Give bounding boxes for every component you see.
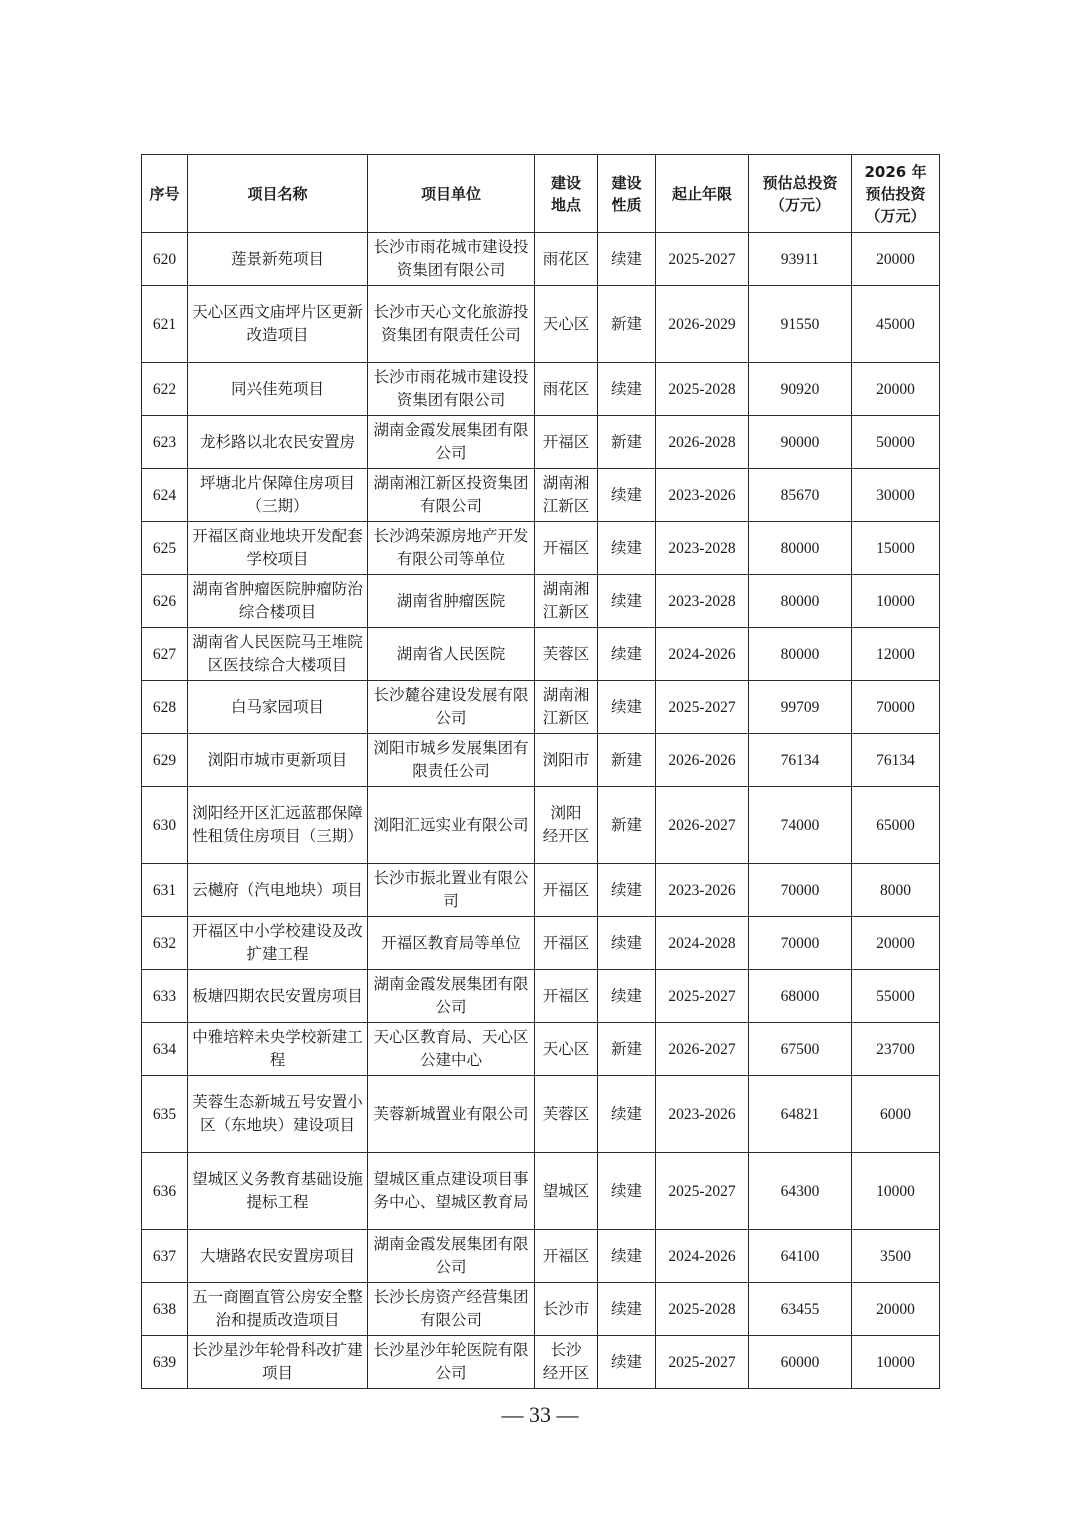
cell-total-investment: 80000 [749, 628, 852, 681]
cell-period: 2026-2029 [656, 286, 749, 363]
cell-seq: 628 [142, 681, 188, 734]
cell-period: 2026-2026 [656, 734, 749, 787]
cell-2026-investment: 65000 [852, 787, 940, 864]
cell-period: 2023-2026 [656, 469, 749, 522]
header-period: 起止年限 [656, 155, 749, 233]
cell-seq: 631 [142, 864, 188, 917]
cell-period: 2023-2028 [656, 575, 749, 628]
cell-location: 长沙市 [535, 1283, 598, 1336]
cell-project-unit: 长沙市雨花城市建设投资集团有限公司 [368, 233, 535, 286]
cell-nature: 续建 [598, 363, 656, 416]
cell-period: 2023-2026 [656, 864, 749, 917]
cell-nature: 续建 [598, 970, 656, 1023]
cell-project-unit: 湖南省肿瘤医院 [368, 575, 535, 628]
cell-seq: 629 [142, 734, 188, 787]
cell-nature: 续建 [598, 1336, 656, 1389]
cell-nature: 新建 [598, 1023, 656, 1076]
cell-project-unit: 湖南金霞发展集团有限公司 [368, 970, 535, 1023]
cell-seq: 620 [142, 233, 188, 286]
cell-project-name: 望城区义务教育基础设施提标工程 [188, 1153, 368, 1230]
table-row [142, 575, 940, 628]
cell-location: 开福区 [535, 416, 598, 469]
cell-nature: 新建 [598, 286, 656, 363]
header-2026: 2026 年 预估投资 （万元） [852, 155, 940, 233]
cell-nature: 续建 [598, 575, 656, 628]
table-row [142, 1336, 940, 1389]
cell-location: 湖南湘江新区 [535, 469, 598, 522]
cell-2026-investment: 55000 [852, 970, 940, 1023]
table-row [142, 233, 940, 286]
cell-project-unit: 浏阳市城乡发展集团有限责任公司 [368, 734, 535, 787]
table-row [142, 363, 940, 416]
cell-total-investment: 67500 [749, 1023, 852, 1076]
cell-project-name: 五一商圈直管公房安全整治和提质改造项目 [188, 1283, 368, 1336]
cell-total-investment: 91550 [749, 286, 852, 363]
cell-nature: 续建 [598, 1076, 656, 1153]
cell-location: 开福区 [535, 1230, 598, 1283]
cell-seq: 621 [142, 286, 188, 363]
cell-project-name: 开福区中小学校建设及改扩建工程 [188, 917, 368, 970]
cell-location: 芙蓉区 [535, 1076, 598, 1153]
cell-nature: 新建 [598, 734, 656, 787]
cell-location: 浏阳 经开区 [535, 787, 598, 864]
cell-nature: 续建 [598, 864, 656, 917]
cell-project-name: 天心区西文庙坪片区更新改造项目 [188, 286, 368, 363]
cell-project-unit: 天心区教育局、天心区公建中心 [368, 1023, 535, 1076]
cell-project-unit: 长沙市振北置业有限公司 [368, 864, 535, 917]
cell-seq: 633 [142, 970, 188, 1023]
cell-location: 开福区 [535, 917, 598, 970]
cell-project-unit: 浏阳汇远实业有限公司 [368, 787, 535, 864]
cell-total-investment: 68000 [749, 970, 852, 1023]
cell-project-unit: 湖南湘江新区投资集团有限公司 [368, 469, 535, 522]
cell-period: 2025-2028 [656, 363, 749, 416]
cell-nature: 新建 [598, 787, 656, 864]
cell-2026-investment: 6000 [852, 1076, 940, 1153]
cell-period: 2024-2026 [656, 628, 749, 681]
table-row [142, 628, 940, 681]
table-row [142, 864, 940, 917]
cell-seq: 626 [142, 575, 188, 628]
cell-2026-investment: 20000 [852, 1283, 940, 1336]
cell-project-name: 长沙星沙年轮骨科改扩建项目 [188, 1336, 368, 1389]
cell-location: 天心区 [535, 286, 598, 363]
cell-project-unit: 长沙麓谷建设发展有限公司 [368, 681, 535, 734]
cell-location: 雨花区 [535, 233, 598, 286]
cell-project-unit: 长沙市天心文化旅游投资集团有限责任公司 [368, 286, 535, 363]
cell-nature: 续建 [598, 233, 656, 286]
cell-nature: 续建 [598, 522, 656, 575]
cell-total-investment: 80000 [749, 522, 852, 575]
cell-2026-investment: 70000 [852, 681, 940, 734]
cell-total-investment: 90920 [749, 363, 852, 416]
table-row [142, 787, 940, 864]
cell-total-investment: 85670 [749, 469, 852, 522]
cell-project-name: 芙蓉生态新城五号安置小区（东地块）建设项目 [188, 1076, 368, 1153]
header-unit: 项目单位 [368, 155, 535, 233]
cell-project-unit: 长沙鸿荣源房地产开发有限公司等单位 [368, 522, 535, 575]
cell-location: 开福区 [535, 522, 598, 575]
table-row [142, 1230, 940, 1283]
cell-project-name: 板塘四期农民安置房项目 [188, 970, 368, 1023]
cell-project-unit: 湖南金霞发展集团有限公司 [368, 416, 535, 469]
cell-nature: 续建 [598, 917, 656, 970]
cell-2026-investment: 10000 [852, 1336, 940, 1389]
cell-location: 天心区 [535, 1023, 598, 1076]
cell-2026-investment: 15000 [852, 522, 940, 575]
cell-seq: 622 [142, 363, 188, 416]
cell-project-name: 龙杉路以北农民安置房 [188, 416, 368, 469]
cell-total-investment: 60000 [749, 1336, 852, 1389]
cell-2026-investment: 8000 [852, 864, 940, 917]
cell-nature: 新建 [598, 416, 656, 469]
cell-location: 雨花区 [535, 363, 598, 416]
cell-nature: 续建 [598, 681, 656, 734]
cell-2026-investment: 45000 [852, 286, 940, 363]
cell-project-name: 莲景新苑项目 [188, 233, 368, 286]
cell-project-name: 大塘路农民安置房项目 [188, 1230, 368, 1283]
cell-project-name: 中雅培粹未央学校新建工程 [188, 1023, 368, 1076]
cell-period: 2024-2028 [656, 917, 749, 970]
table-row [142, 1076, 940, 1153]
cell-total-investment: 64300 [749, 1153, 852, 1230]
cell-total-investment: 64821 [749, 1076, 852, 1153]
cell-total-investment: 63455 [749, 1283, 852, 1336]
cell-period: 2026-2027 [656, 787, 749, 864]
page-number: — 33 — [501, 1402, 579, 1427]
cell-2026-investment: 23700 [852, 1023, 940, 1076]
cell-seq: 635 [142, 1076, 188, 1153]
cell-project-unit: 开福区教育局等单位 [368, 917, 535, 970]
cell-project-name: 湖南省肿瘤医院肿瘤防治综合楼项目 [188, 575, 368, 628]
cell-total-investment: 64100 [749, 1230, 852, 1283]
table-row [142, 416, 940, 469]
cell-location: 长沙 经开区 [535, 1336, 598, 1389]
cell-location: 湖南湘江新区 [535, 575, 598, 628]
header-name: 项目名称 [188, 155, 368, 233]
table-row [142, 970, 940, 1023]
cell-location: 湖南湘江新区 [535, 681, 598, 734]
cell-project-name: 开福区商业地块开发配套学校项目 [188, 522, 368, 575]
header-total: 预估总投资 （万元） [749, 155, 852, 233]
cell-location: 望城区 [535, 1153, 598, 1230]
cell-project-unit: 芙蓉新城置业有限公司 [368, 1076, 535, 1153]
cell-nature: 续建 [598, 628, 656, 681]
cell-period: 2025-2027 [656, 681, 749, 734]
cell-total-investment: 74000 [749, 787, 852, 864]
cell-seq: 627 [142, 628, 188, 681]
cell-project-name: 浏阳经开区汇远蓝郡保障性租赁住房项目（三期） [188, 787, 368, 864]
cell-location: 芙蓉区 [535, 628, 598, 681]
cell-seq: 625 [142, 522, 188, 575]
cell-2026-investment: 20000 [852, 363, 940, 416]
cell-nature: 续建 [598, 1230, 656, 1283]
cell-total-investment: 70000 [749, 917, 852, 970]
cell-total-investment: 76134 [749, 734, 852, 787]
cell-seq: 632 [142, 917, 188, 970]
cell-location: 开福区 [535, 864, 598, 917]
cell-nature: 续建 [598, 1283, 656, 1336]
cell-seq: 639 [142, 1336, 188, 1389]
table-row [142, 1153, 940, 1230]
cell-total-investment: 80000 [749, 575, 852, 628]
cell-project-unit: 长沙星沙年轮医院有限公司 [368, 1336, 535, 1389]
table-row [142, 469, 940, 522]
cell-2026-investment: 30000 [852, 469, 940, 522]
project-table [141, 154, 940, 1389]
header-nature: 建设 性质 [598, 155, 656, 233]
cell-2026-investment: 12000 [852, 628, 940, 681]
cell-location: 开福区 [535, 970, 598, 1023]
cell-project-name: 云樾府（汽电地块）项目 [188, 864, 368, 917]
table-row [142, 734, 940, 787]
cell-period: 2025-2028 [656, 1283, 749, 1336]
cell-nature: 续建 [598, 1153, 656, 1230]
cell-total-investment: 70000 [749, 864, 852, 917]
header-location: 建设 地点 [535, 155, 598, 233]
cell-project-name: 同兴佳苑项目 [188, 363, 368, 416]
cell-project-name: 白马家园项目 [188, 681, 368, 734]
cell-2026-investment: 3500 [852, 1230, 940, 1283]
table-row [142, 1023, 940, 1076]
cell-seq: 634 [142, 1023, 188, 1076]
table-row [142, 681, 940, 734]
cell-seq: 624 [142, 469, 188, 522]
table-header-row [142, 155, 940, 233]
cell-period: 2023-2028 [656, 522, 749, 575]
cell-period: 2025-2027 [656, 1153, 749, 1230]
cell-period: 2025-2027 [656, 1336, 749, 1389]
cell-project-unit: 长沙市雨花城市建设投资集团有限公司 [368, 363, 535, 416]
cell-2026-investment: 76134 [852, 734, 940, 787]
table-row [142, 1283, 940, 1336]
cell-project-unit: 望城区重点建设项目事务中心、望城区教育局 [368, 1153, 535, 1230]
cell-project-unit: 湖南省人民医院 [368, 628, 535, 681]
cell-period: 2025-2027 [656, 970, 749, 1023]
cell-project-name: 浏阳市城市更新项目 [188, 734, 368, 787]
cell-2026-investment: 20000 [852, 233, 940, 286]
cell-2026-investment: 20000 [852, 917, 940, 970]
cell-2026-investment: 10000 [852, 1153, 940, 1230]
header-seq: 序号 [142, 155, 188, 233]
cell-period: 2023-2026 [656, 1076, 749, 1153]
cell-project-name: 湖南省人民医院马王堆院区医技综合大楼项目 [188, 628, 368, 681]
table-row [142, 286, 940, 363]
cell-period: 2026-2028 [656, 416, 749, 469]
cell-location: 浏阳市 [535, 734, 598, 787]
cell-seq: 638 [142, 1283, 188, 1336]
cell-seq: 637 [142, 1230, 188, 1283]
cell-project-name: 坪塘北片保障住房项目（三期） [188, 469, 368, 522]
cell-seq: 636 [142, 1153, 188, 1230]
table-row [142, 917, 940, 970]
cell-total-investment: 93911 [749, 233, 852, 286]
cell-project-unit: 湖南金霞发展集团有限公司 [368, 1230, 535, 1283]
cell-project-unit: 长沙长房资产经营集团有限公司 [368, 1283, 535, 1336]
cell-period: 2026-2027 [656, 1023, 749, 1076]
cell-period: 2024-2026 [656, 1230, 749, 1283]
cell-nature: 续建 [598, 469, 656, 522]
cell-period: 2025-2027 [656, 233, 749, 286]
cell-seq: 623 [142, 416, 188, 469]
cell-total-investment: 90000 [749, 416, 852, 469]
cell-seq: 630 [142, 787, 188, 864]
table-row [142, 522, 940, 575]
cell-total-investment: 99709 [749, 681, 852, 734]
cell-2026-investment: 50000 [852, 416, 940, 469]
cell-2026-investment: 10000 [852, 575, 940, 628]
